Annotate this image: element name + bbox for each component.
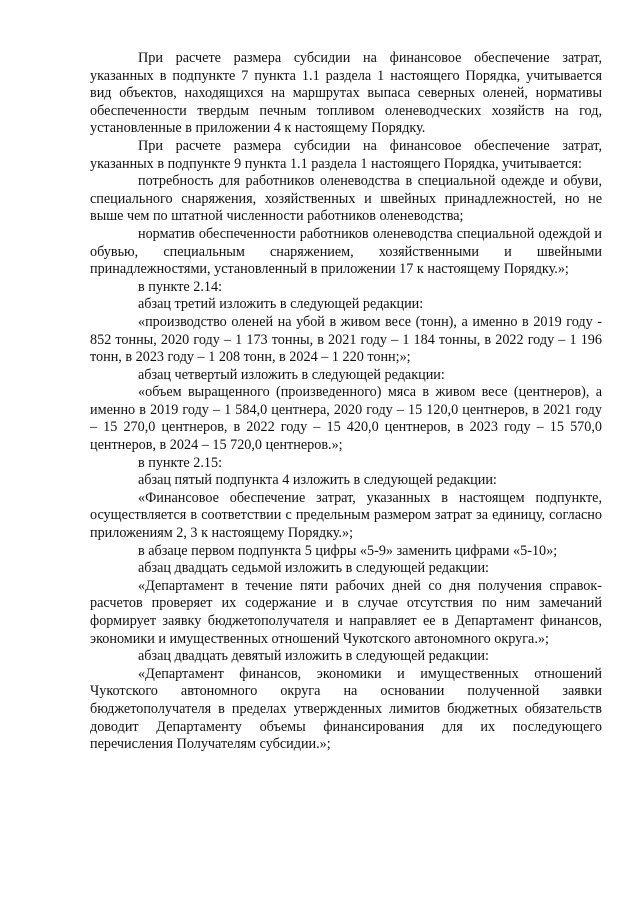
- paragraph-meat-volume: «объем выращенного (произведенного) мяса в живом весе (центнеров), а именно в 2019 году – 1 584,0 центнера, 2020 году – 15 120,0 центнеров, в 2021 году – 15 270,0 центнеров, в 2022 году – 15 420,0 центнеров, в 2023 году – 15 570,0 центнеров, в 2024 – 15 720,0 центнеров.»;: [90, 384, 602, 454]
- paragraph-twenty-seventh-abzac: абзац двадцать седьмой изложить в следующей редакции:: [138, 560, 489, 577]
- paragraph-fourth-abzac: абзац четвертый изложить в следующей редакции:: [138, 366, 445, 383]
- paragraph-point-2-15: в пункте 2.15:: [138, 454, 223, 471]
- paragraph-department-check: «Департамент в течение пяти рабочих дней со дня получения справок-расчетов проверяет их содержание и в случае отсутствия по ним замечаний формирует заявку бюджетополучателя и направляет ее в Департамент финансов, экономики и имущественных отношений Чукотского автономного округа.»;: [90, 577, 602, 647]
- paragraph-subsidy-subpoint-9: При расчете размера субсидии на финансовое обеспечение затрат, указанных в подпункте 9 пункта 1.1 раздела 1 настоящего Порядка, учитывается:: [90, 137, 602, 172]
- document-body: [90, 50, 602, 754]
- paragraph-finance-department: «Департамент финансов, экономики и имущественных отношений Чукотского автономного округа на основании полученной заявки бюджетополучателя в пределах утвержденных лимитов бюджетных обязательств доводит Департаменту объемы финансирования для их последующего перечисления Получателям субсидии.»;: [90, 665, 602, 753]
- paragraph-point-2-14: в пункте 2.14:: [138, 278, 223, 295]
- paragraph-slaughter-production: «производство оленей на убой в живом весе (тонн), а именно в 2019 году - 852 тонны, 2020 году – 1 173 тонны, в 2021 году – 1 184 тонны, в 2022 году – 1 196 тонн, в 2023 году – 1 208 тонн, в 2024 – 1 220 тонн;»;: [90, 313, 602, 366]
- paragraph-subsidy-subpoint-7: При расчете размера субсидии на финансовое обеспечение затрат, указанных в подпункте 7 пункта 1.1 раздела 1 настоящего Порядка, учитывается вид объектов, находящихся на маршрутах выпаса северных оленей, нормативы обеспеченности твердым печным топливом оленеводческих хозяйств на год, установленные в приложении 4 к настоящему Порядку.: [90, 50, 602, 137]
- paragraph-clothing-need: потребность для работников оленеводства в специальной одежде и обуви, специального снаряжения, хозяйственных и швейных принадлежностей, но не выше чем по штатной численности работников оленеводства;: [90, 173, 602, 225]
- paragraph-twenty-ninth-abzac: абзац двадцать девятый изложить в следующей редакции:: [138, 648, 489, 665]
- paragraph-clothing-norm: норматив обеспеченности работников оленеводства специальной одеждой и обувью, специальным снаряжением, хозяйственными и швейными принадлежностями, установленный в приложении 17 к настоящему Порядку.»;: [90, 225, 602, 278]
- paragraph-digits-replace: в абзаце первом подпункта 5 цифры «5-9» заменить цифрами «5-10»;: [138, 542, 558, 559]
- paragraph-financing-limit: «Финансовое обеспечение затрат, указанных в настоящем подпункте, осуществляется в соответствии с предельным размером затрат за единицу, согласно приложениям 2, 3 к настоящему Порядку.»;: [90, 489, 602, 542]
- paragraph-fifth-abzac: абзац пятый подпункта 4 изложить в следующей редакции:: [138, 472, 497, 489]
- paragraph-third-abzac: абзац третий изложить в следующей редакции:: [138, 296, 424, 313]
